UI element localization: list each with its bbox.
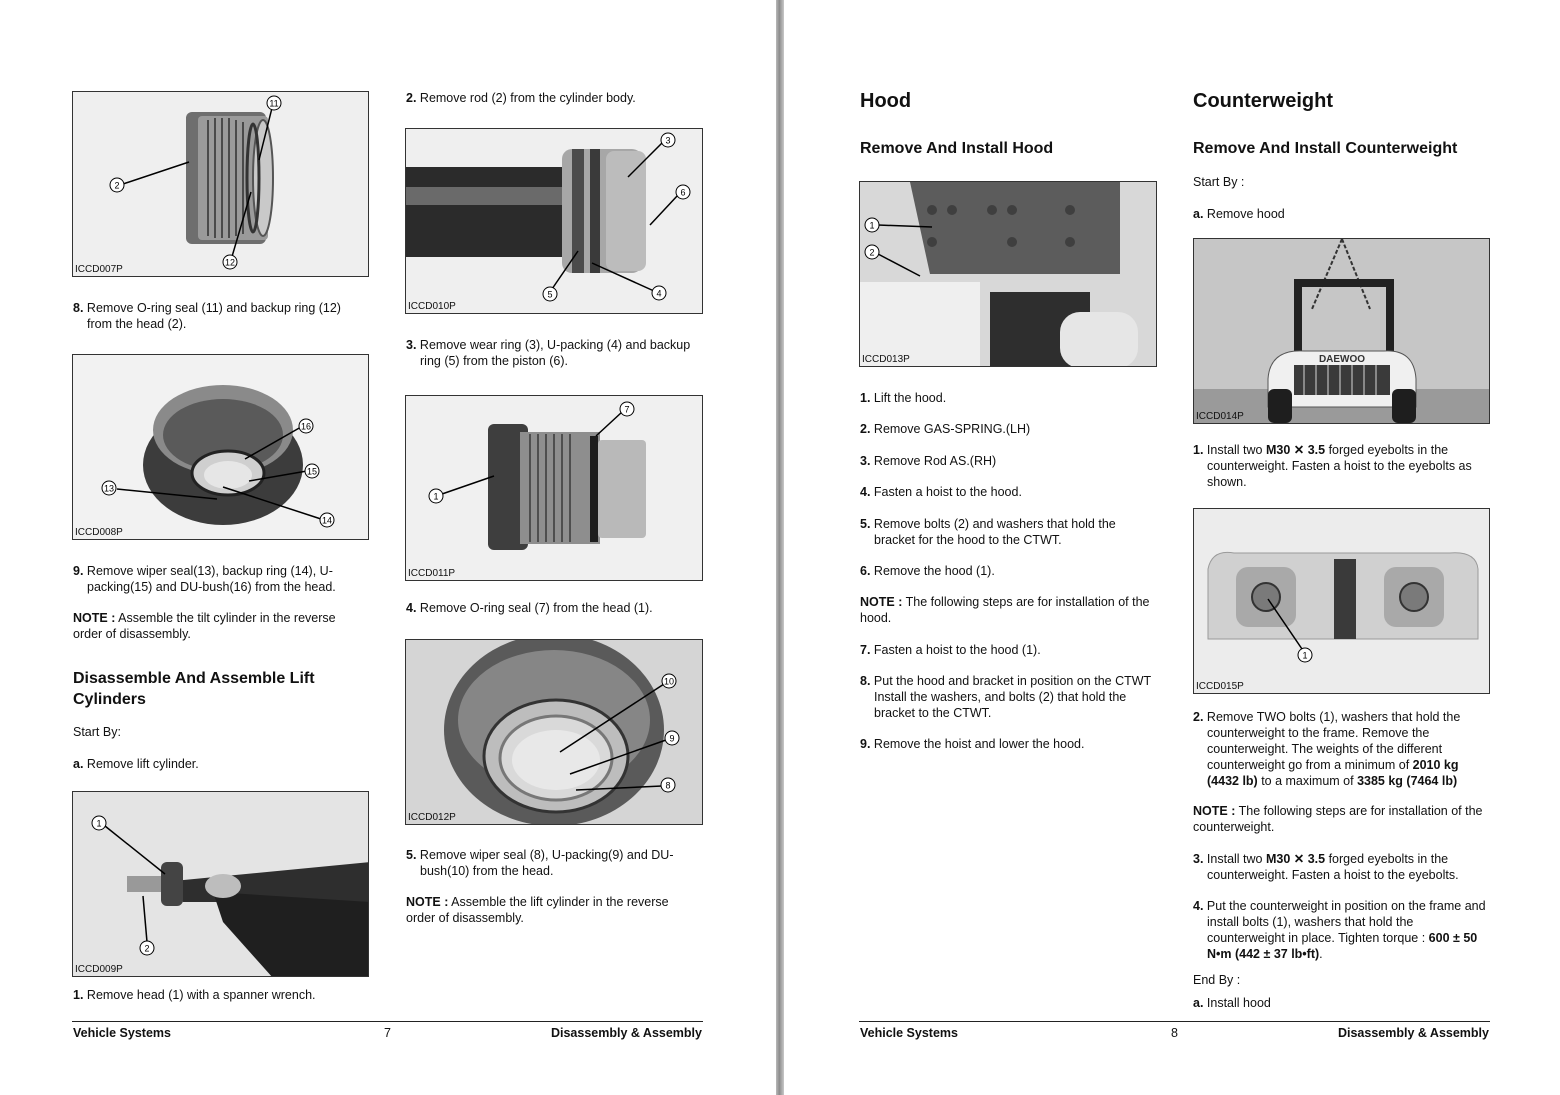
- item-text: Remove hood: [1203, 207, 1285, 221]
- eyebolt-spec: M30 ✕ 3.5: [1265, 852, 1326, 866]
- item-text: Remove lift cylinder.: [83, 757, 199, 771]
- figure-caption: ICCD008P: [75, 527, 123, 538]
- step-number: 3.: [860, 454, 871, 468]
- callout-1: 1: [96, 818, 102, 829]
- callout-2: 2: [144, 943, 150, 954]
- callout-5: 5: [547, 289, 553, 300]
- callout-8: 8: [665, 780, 671, 791]
- step-number: 1.: [860, 391, 871, 405]
- head-side-illustration: [73, 92, 369, 277]
- step-text: Remove wear ring (3), U-packing (4) and backup ring (5) from the piston (6).: [419, 338, 691, 368]
- callout-15: 15: [306, 466, 318, 477]
- callout-11: 11: [269, 98, 279, 109]
- step-text: Put the counterweight in position on the frame and install bolts (1), washers that hold the counterweight in place. Tighten torque :: [1206, 899, 1486, 945]
- spanner-wrench-illustration: [73, 792, 369, 977]
- figure-caption: ICCD011P: [408, 568, 456, 579]
- callout-3: 3: [665, 135, 671, 146]
- cw-start-by-label: Start By :: [1193, 175, 1245, 189]
- right-page: [784, 0, 1560, 1095]
- callout-6: 6: [680, 187, 686, 198]
- note-lift: [406, 894, 696, 926]
- figure-iccd013p: [859, 181, 1157, 367]
- step-5: [406, 847, 698, 879]
- cw-start-by-item-a: [1193, 206, 1285, 222]
- hood-step-4: [860, 484, 1022, 500]
- step-text: Remove head (1) with a spanner wrench.: [83, 988, 316, 1002]
- figure-iccd015p: [1193, 508, 1490, 694]
- hood-step-2: [860, 421, 1030, 437]
- cw-step-1: [1193, 442, 1489, 490]
- max-weight: 3385 kg (7464 lb): [1357, 774, 1458, 788]
- callout-1: 1: [869, 220, 875, 231]
- figure-caption: ICCD015P: [1196, 681, 1244, 692]
- subtitle-remove-install-hood: Remove And Install Hood: [860, 140, 1054, 157]
- step-text: Remove GAS-SPRING.(LH): [870, 422, 1031, 436]
- lift-head-front-illustration: [406, 640, 703, 825]
- step-2: [406, 90, 636, 106]
- step-text: Remove O-ring seal (7) from the head (1).: [416, 601, 653, 615]
- step-text: Remove O-ring seal (11) and backup ring (12) from the head (2).: [86, 301, 341, 331]
- callout-14: 14: [321, 515, 333, 526]
- figure-caption: ICCD007P: [75, 264, 123, 275]
- counterweight-bolt-illustration: [1194, 509, 1490, 694]
- step-text: Remove Rod AS.(RH): [870, 454, 997, 468]
- step-text: Install two: [1206, 443, 1266, 457]
- eyebolt-spec: M30 ✕ 3.5: [1265, 443, 1326, 457]
- step-text: .: [1319, 947, 1323, 961]
- note-label: NOTE :: [1193, 804, 1236, 818]
- figure-caption: ICCD014P: [1196, 411, 1244, 422]
- hood-step-3: [860, 453, 996, 469]
- page-number: 7: [384, 1026, 391, 1040]
- footer-rule: [859, 1021, 1490, 1022]
- cw-end-by-label: End By :: [1193, 973, 1241, 987]
- cw-step-4: [1193, 898, 1493, 962]
- note-text: The following steps are for installation of the counterweight.: [1193, 804, 1483, 834]
- step-text: forged eyebolts in the counterweight. Fasten a hoist to the eyebolts.: [1207, 852, 1459, 882]
- step-number: 9.: [73, 564, 84, 578]
- step-number: 4.: [860, 485, 871, 499]
- callout-16: 16: [300, 421, 312, 432]
- callout-12: 12: [224, 257, 236, 268]
- step-text: Fasten a hoist to the hood.: [870, 485, 1022, 499]
- hood-step-1: [860, 390, 946, 406]
- start-by-item-a: [73, 756, 199, 772]
- figure-iccd010p: [405, 128, 703, 314]
- brand-logo-text: DAEWOO: [1318, 354, 1366, 365]
- step-text: Lift the hood.: [870, 391, 947, 405]
- start-by-label: Start By:: [73, 725, 121, 739]
- hood-illustration: [860, 182, 1157, 367]
- step-3: [406, 337, 698, 369]
- footer-left: Vehicle Systems: [860, 1026, 958, 1040]
- step-number: 1.: [1193, 443, 1204, 457]
- hood-step-5: [860, 516, 1152, 548]
- callout-9: 9: [669, 733, 675, 744]
- lift-head-side-illustration: [406, 396, 703, 581]
- figure-caption: ICCD013P: [862, 354, 910, 365]
- step-text: Remove wiper seal(13), backup ring (14), U-packing(15) and DU-bush(16) from the head.: [86, 564, 336, 594]
- figure-iccd011p: [405, 395, 703, 581]
- step-number: 1.: [73, 988, 84, 1002]
- item-letter: a.: [1193, 207, 1204, 221]
- callout-2: 2: [869, 247, 875, 258]
- step-1: [73, 987, 316, 1003]
- step-text: Fasten a hoist to the hood (1).: [870, 643, 1041, 657]
- figure-iccd012p: [405, 639, 703, 825]
- book-gutter: [776, 0, 784, 1095]
- footer-right: Disassembly & Assembly: [550, 1026, 702, 1040]
- footer-rule: [72, 1021, 703, 1022]
- item-letter: a.: [1193, 996, 1204, 1010]
- callout-1: 1: [1302, 650, 1308, 661]
- step-number: 2.: [860, 422, 871, 436]
- step-text: Remove wiper seal (8), U-packing(9) and DU-bush(10) from the head.: [419, 848, 674, 878]
- step-number: 4.: [1193, 899, 1204, 913]
- step-number: 5.: [860, 517, 871, 531]
- step-text: Remove rod (2) from the cylinder body.: [416, 91, 636, 105]
- step-text: forged eyebolts in the counterweight. Fasten a hoist to the eyebolts as shown.: [1207, 443, 1472, 489]
- callout-10: 10: [663, 676, 675, 687]
- step-text: Remove TWO bolts (1), washers that hold the counterweight to the frame. Remove the counterweight. The weights of the different counterweight go from a minimum of: [1206, 710, 1461, 772]
- step-number: 5.: [406, 848, 417, 862]
- min-weight: 2010 kg (4432 lb): [1207, 758, 1459, 788]
- section-title-lift-cylinders: Disassemble And Assemble Lift Cylinders: [73, 670, 315, 708]
- step-number: 3.: [406, 338, 417, 352]
- note-text: Assemble the tilt cylinder in the reverse order of disassembly.: [73, 611, 336, 641]
- step-number: 8.: [860, 674, 871, 688]
- figure-iccd008p: [72, 354, 369, 540]
- figure-iccd007p: [72, 91, 369, 277]
- step-number: 9.: [860, 737, 871, 751]
- item-letter: a.: [73, 757, 84, 771]
- step-text: Install two: [1206, 852, 1266, 866]
- cw-step-3: [1193, 851, 1489, 883]
- figure-caption: ICCD009P: [75, 964, 123, 975]
- page-number: 8: [1171, 1026, 1178, 1040]
- callout-7: 7: [624, 404, 630, 415]
- step-number: 2.: [406, 91, 417, 105]
- section-title-hood: Hood: [860, 90, 912, 112]
- callout-1: 1: [433, 491, 439, 502]
- cw-note: [1193, 803, 1489, 835]
- head-front-illustration: [73, 355, 369, 540]
- step-9: [73, 563, 363, 595]
- step-number: 3.: [1193, 852, 1204, 866]
- step-number: 7.: [860, 643, 871, 657]
- step-number: 8.: [73, 301, 84, 315]
- step-text: Remove bolts (2) and washers that hold the bracket for the hood to the CTWT.: [873, 517, 1116, 547]
- callout-4: 4: [656, 288, 662, 299]
- hood-step-9: [860, 736, 1084, 752]
- subtitle-remove-install-counterweight: Remove And Install Counterweight: [1193, 140, 1458, 157]
- cw-step-2: [1193, 709, 1489, 789]
- note-label: NOTE :: [406, 895, 449, 909]
- hood-note: [860, 594, 1156, 626]
- step-text: to a maximum of: [1257, 774, 1358, 788]
- hood-step-6: [860, 563, 995, 579]
- note-label: NOTE :: [860, 595, 903, 609]
- step-number: 6.: [860, 564, 871, 578]
- step-number: 4.: [406, 601, 417, 615]
- step-8: [73, 300, 363, 332]
- item-text: Install hood: [1203, 996, 1271, 1010]
- figure-iccd009p: [72, 791, 369, 977]
- step-4: [406, 600, 653, 616]
- footer-left: Vehicle Systems: [73, 1026, 171, 1040]
- step-text: Put the hood and bracket in position on the CTWT Install the washers, and bolts (2) that hold the bracket to the CTWT.: [873, 674, 1151, 720]
- step-text: Remove the hoist and lower the hood.: [870, 737, 1085, 751]
- figure-caption: ICCD010P: [408, 301, 456, 312]
- hood-step-8: [860, 673, 1160, 721]
- left-page: [0, 0, 776, 1095]
- note-label: NOTE :: [73, 611, 116, 625]
- cw-end-by-item-a: [1193, 995, 1271, 1011]
- step-number: 2.: [1193, 710, 1204, 724]
- note-text: The following steps are for installation of the hood.: [860, 595, 1150, 625]
- section-title-counterweight: Counterweight: [1193, 90, 1333, 112]
- forklift-hoist-illustration: [1194, 239, 1490, 424]
- note-text: Assemble the lift cylinder in the reverse order of disassembly.: [406, 895, 669, 925]
- piston-rod-illustration: [406, 129, 703, 314]
- callout-13: 13: [103, 483, 115, 494]
- torque-spec: 600 ± 50 N•m (442 ± 37 lb•ft): [1207, 931, 1478, 961]
- callout-2: 2: [114, 180, 120, 191]
- step-text: Remove the hood (1).: [870, 564, 995, 578]
- note-tilt: [73, 610, 363, 642]
- figure-caption: ICCD012P: [408, 812, 456, 823]
- hood-step-7: [860, 642, 1041, 658]
- footer-right: Disassembly & Assembly: [1337, 1026, 1489, 1040]
- figure-iccd014p: [1193, 238, 1490, 424]
